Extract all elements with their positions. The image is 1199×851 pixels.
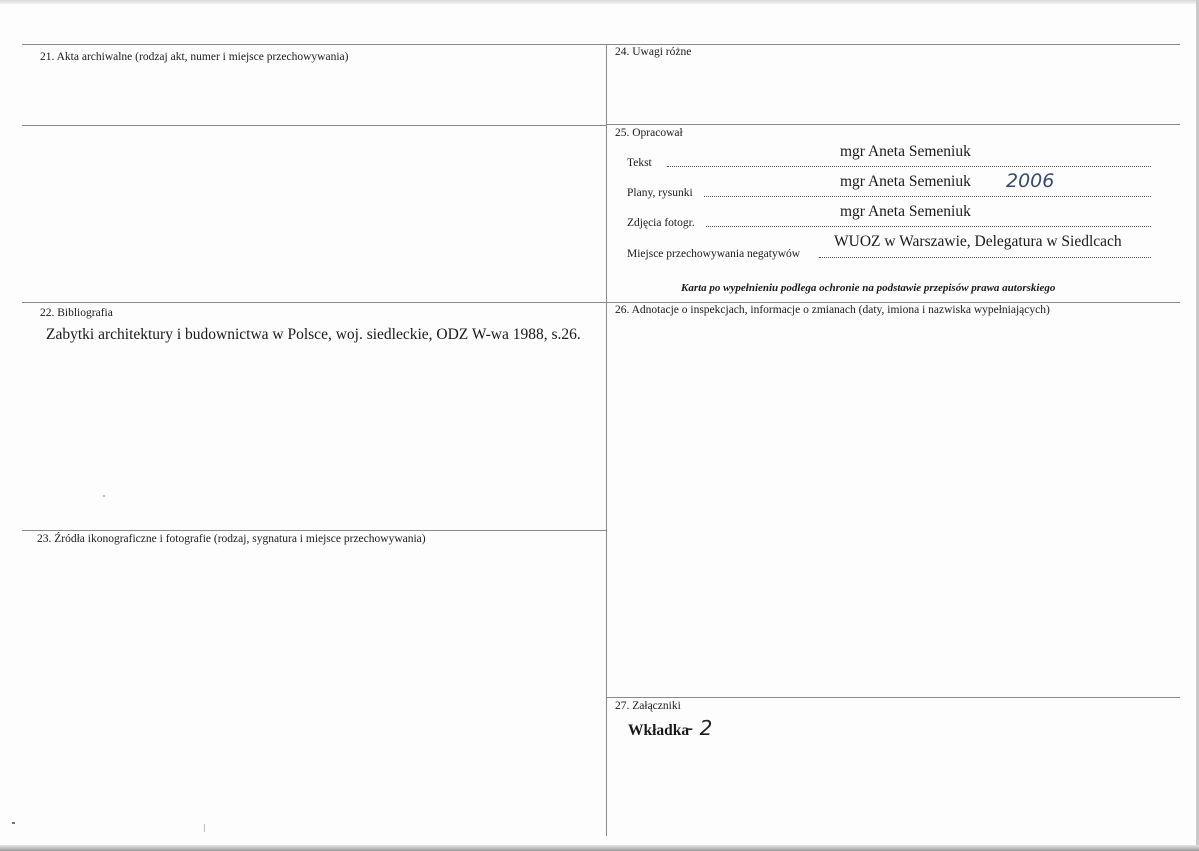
- section-23-title: 23. Źródła ikonograficzne i fotografie (rodzaj, sygnatura i miejsce przechowywania): [37, 533, 426, 545]
- grid-line-right-2: [606, 697, 1180, 698]
- field-value-plany: mgr Aneta Semeniuk: [840, 173, 971, 190]
- field-value-tekst: mgr Aneta Semeniuk: [840, 143, 971, 160]
- scan-speck: [204, 824, 205, 832]
- field-value-zdjecia: mgr Aneta Semeniuk: [840, 203, 971, 220]
- section-21-title: 21. Akta archiwalne (rodzaj akt, numer i miejsce przechowywania): [40, 51, 349, 63]
- grid-line-top: [22, 44, 1180, 45]
- bibliography-entry: Zabytki architektury i budownictwa w Polsce, woj. siedleckie, ODZ W-wa 1988, s.26.: [46, 326, 581, 343]
- grid-line-middle: [22, 302, 1180, 303]
- field-value-negatywy: WUOZ w Warszawie, Delegatura w Siedlcach: [834, 233, 1122, 250]
- section-22-title: 22. Bibliografia: [40, 307, 113, 319]
- grid-line-right-1: [606, 124, 1180, 125]
- field-label-zdjecia: Zdjęcia fotogr.: [627, 217, 695, 229]
- scan-edge-bottom: [0, 845, 1199, 851]
- field-label-plany: Plany, rysunki: [627, 187, 693, 199]
- field-dots-negatywy: [819, 257, 1151, 258]
- grid-line-left-2: [22, 530, 606, 531]
- section-27-title: 27. Załączniki: [615, 700, 681, 712]
- scan-speck: [103, 495, 105, 497]
- attachments-entry: Wkładka: [628, 722, 690, 739]
- grid-line-vertical: [606, 44, 607, 836]
- field-dots-plany: [704, 196, 1151, 197]
- grid-line-left-1: [22, 125, 606, 126]
- field-dots-zdjecia: [706, 226, 1151, 227]
- handwritten-attachment-count: - 2: [686, 716, 713, 740]
- section-24-title: 24. Uwagi różne: [615, 46, 692, 58]
- section-26-title: 26. Adnotacje o inspekcjach, informacje o zmianach (daty, imiona i nazwiska wypełniających): [615, 304, 1050, 316]
- copyright-notice: Karta po wypełnieniu podlega ochronie na podstawie przepisów prawa autorskiego: [681, 282, 1056, 294]
- field-label-negatywy: Miejsce przechowywania negatywów: [627, 248, 801, 260]
- scan-edge-top: [0, 0, 1199, 4]
- scan-speck: [12, 822, 15, 824]
- field-label-tekst: Tekst: [627, 157, 652, 169]
- section-25-title: 25. Opracował: [615, 127, 683, 139]
- handwritten-year: 2006: [1006, 170, 1055, 192]
- field-dots-tekst: [667, 166, 1151, 167]
